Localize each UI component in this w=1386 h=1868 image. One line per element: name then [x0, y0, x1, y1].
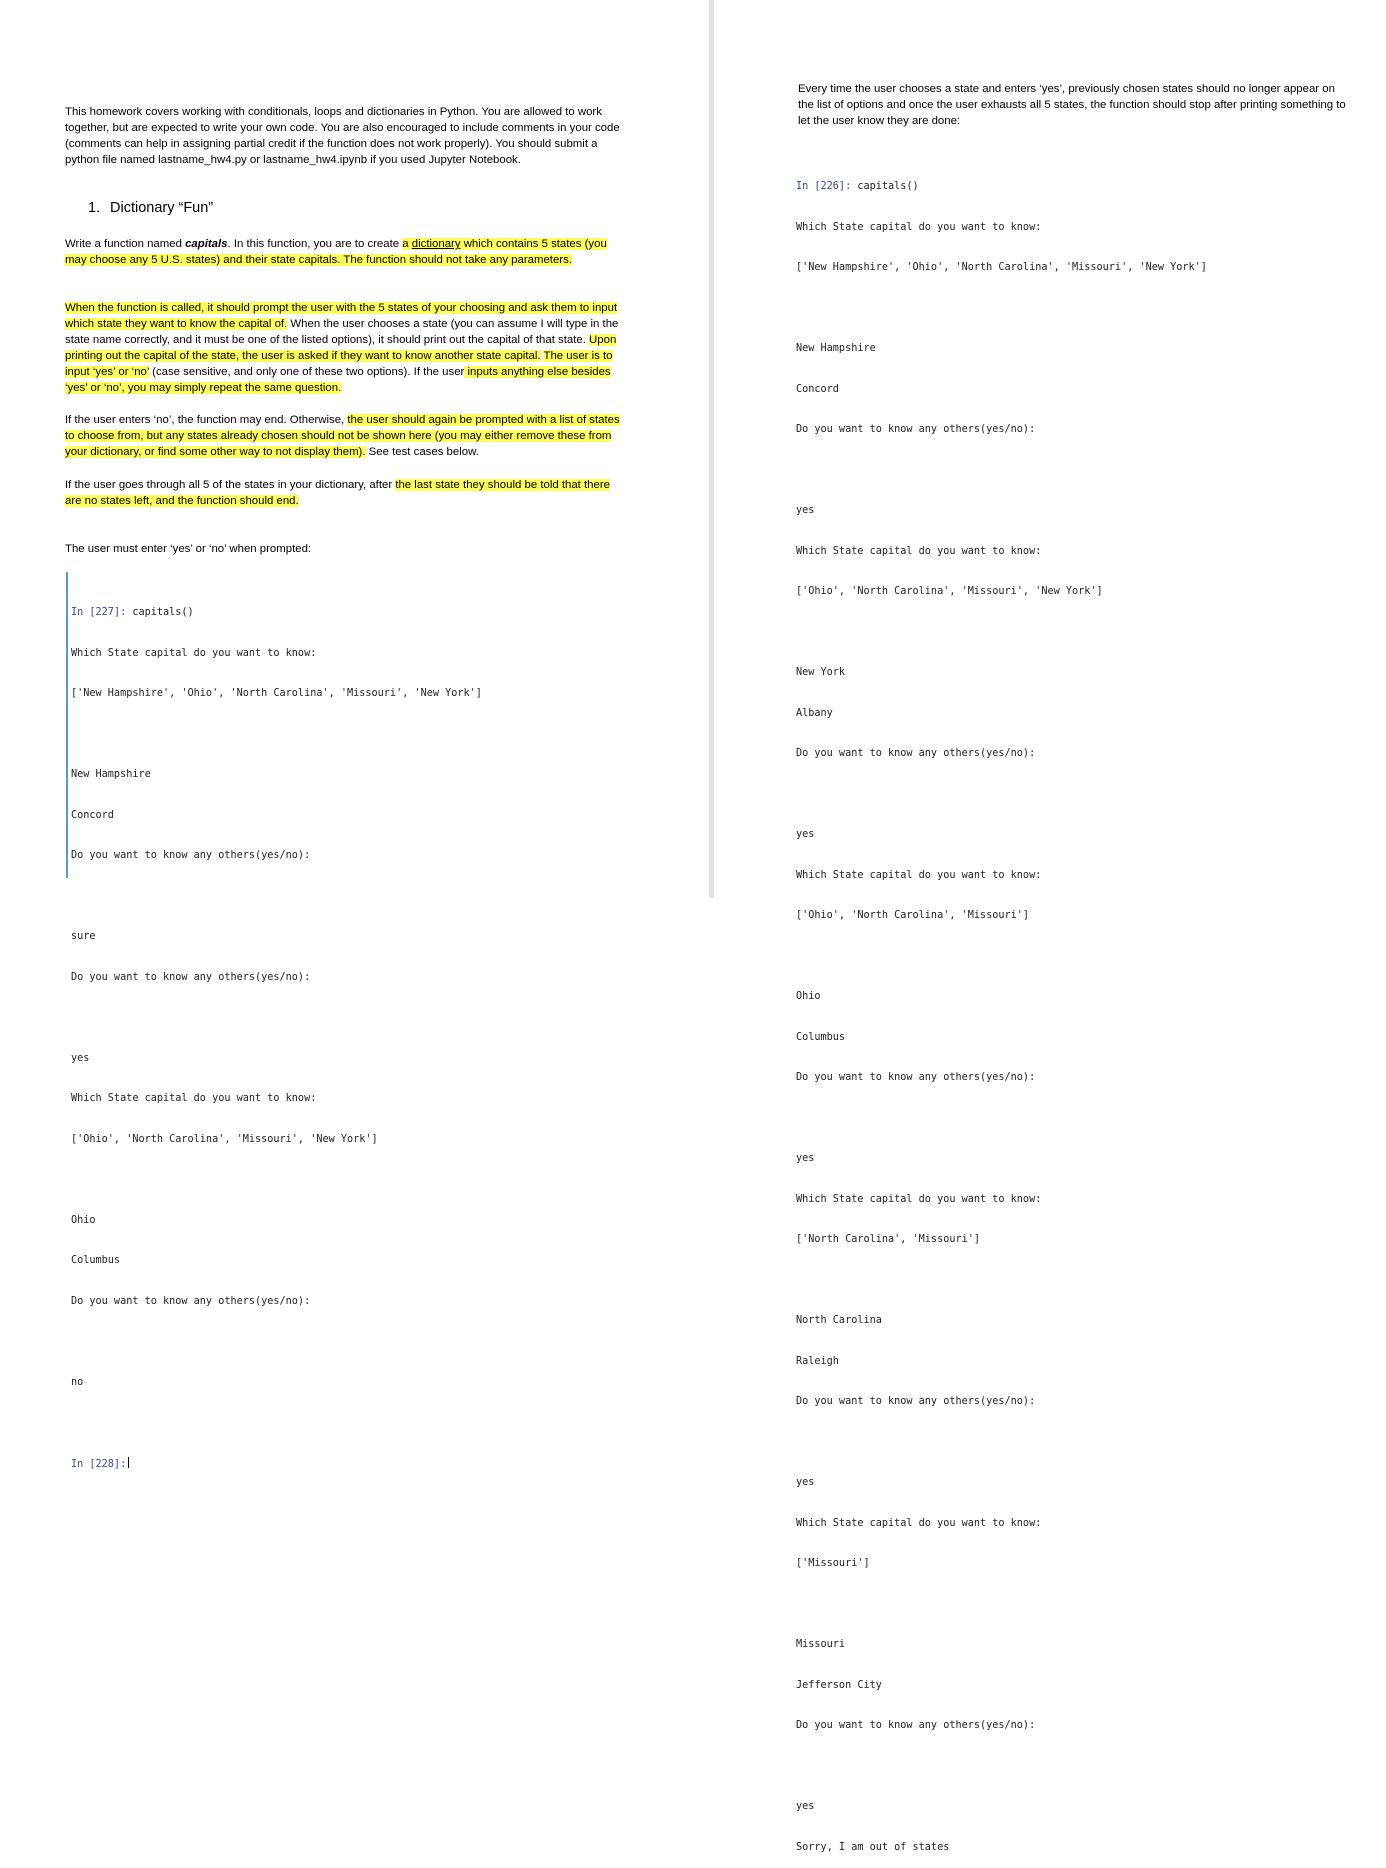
- code-line: Albany: [796, 707, 833, 719]
- code-line: yes: [796, 505, 815, 516]
- p1-text-f: which contains 5 states (you may choose any 5 U.S. states) and their state capitals. The function should not take any parameters.: [65, 238, 607, 266]
- code-line: Columbus: [71, 1255, 121, 1266]
- right-intro-text: Every time the user chooses a state and enters ‘yes’, previously chosen states should no longer appear on the list of options and once the user exhausts all 5 states, the function should stop after printing something to let the user know they are done:: [798, 83, 1346, 127]
- p3-highlight-b: the user should again be prompted with a list of states to choose from, but any states already chosen should not be shown here (you may either remove these from your dictionary, or find some other way to not display them).: [65, 414, 620, 458]
- task-paragraph-1: [65, 236, 627, 268]
- p2-highlight-e: The user is to input ‘yes’ or ‘no’: [65, 350, 613, 378]
- code-line: Columbus: [796, 1031, 846, 1043]
- test-case-caption: [65, 541, 627, 557]
- code-line: Which State capital do you want to know:: [71, 647, 317, 659]
- code-line: Sorry, I am out of states: [796, 1841, 950, 1853]
- code-line: yes: [796, 1477, 815, 1488]
- p1-text-a: Write a function named: [65, 238, 186, 250]
- code-line: Do you want to know any others(yes/no):: [71, 850, 311, 861]
- code-line: Do you want to know any others(yes/no):: [71, 1295, 311, 1307]
- code-line: Which State capital do you want to know:: [796, 1517, 1042, 1529]
- code-line: Missouri: [796, 1639, 846, 1650]
- code-line: Which State capital do you want to know:: [71, 1093, 317, 1104]
- code-line: New Hampshire: [71, 769, 151, 780]
- p2-text-b: When the user chooses a state (you can assume I will type in the state name correctly, and it must be one of the listed options), it should print out the capital of that state.: [65, 318, 619, 346]
- code-line: Concord: [71, 809, 114, 821]
- p1-text-d: a: [402, 238, 412, 250]
- p2-text-f: (case sensitive, and only one of these two options). If the user: [149, 366, 465, 378]
- code-line: Do you want to know any others(yes/no):: [796, 1720, 1036, 1731]
- code-line: yes: [796, 829, 815, 840]
- p1-dictionary-word: dictionary: [411, 238, 461, 250]
- input-prompt: In [227]:: [71, 607, 127, 618]
- code-line: Jefferson City: [796, 1679, 882, 1691]
- intro-text: This homework covers working with conditionals, loops and dictionaries in Python. You are allowed to work together, but are expected to write your own code. You are also encouraged to include comments in your code (comments can help in assigning partial credit if the function does not work properly). You should submit a python file named lastname_hw4.py or lastname_hw4.ipynb if you used Jupyter Notebook.: [65, 106, 620, 166]
- code-line: Do you want to know any others(yes/no):: [71, 971, 311, 983]
- code-line: yes: [796, 1153, 815, 1164]
- code-line: Do you want to know any others(yes/no):: [796, 1072, 1036, 1083]
- code-line: Which State capital do you want to know:: [796, 869, 1042, 881]
- code-line: Do you want to know any others(yes/no):: [796, 424, 1036, 435]
- section-heading: [88, 200, 213, 216]
- task-paragraph-3: [65, 412, 627, 460]
- code-line: ['Missouri']: [796, 1558, 870, 1569]
- intro-paragraph: [65, 104, 627, 168]
- code-call: capitals(): [851, 181, 919, 192]
- code-output-left: [66, 572, 631, 1470]
- code-line: ['New Hampshire', 'Ohio', 'North Carolina', 'Missouri', 'New York']: [71, 688, 482, 699]
- code-line: Concord: [796, 383, 839, 395]
- code-line: yes: [796, 1801, 815, 1812]
- input-prompt-next: In [228]:: [71, 1458, 127, 1470]
- task-paragraph-2: [65, 300, 627, 396]
- code-line: ['Ohio', 'North Carolina', 'Missouri', 'New York']: [796, 586, 1103, 597]
- text-cursor: [128, 1457, 129, 1468]
- p3-text-a: If the user enters ‘no’, the function may end. Otherwise,: [65, 414, 348, 426]
- code-call: capitals(): [126, 607, 194, 618]
- input-prompt: In [226]:: [796, 181, 852, 192]
- caption-text: The user must enter ‘yes’ or ‘no’ when prompted:: [65, 543, 312, 555]
- code-line: ['North Carolina', 'Missouri']: [796, 1234, 981, 1245]
- code-line: no: [71, 1376, 84, 1388]
- code-line: ['Ohio', 'North Carolina', 'Missouri']: [796, 910, 1030, 921]
- p1-text-c: . In this function, you are to create: [227, 238, 403, 250]
- p4-text-a: If the user goes through all 5 of the states in your dictionary, after: [65, 479, 396, 491]
- code-line: yes: [71, 1052, 90, 1064]
- right-intro-paragraph: [798, 81, 1348, 129]
- code-line: Do you want to know any others(yes/no):: [796, 748, 1036, 759]
- code-line: Ohio: [796, 991, 821, 1002]
- p1-function-name: capitals: [185, 238, 228, 250]
- code-line: [71, 606, 631, 620]
- code-line: Which State capital do you want to know:: [796, 1193, 1042, 1205]
- code-output-right: [796, 153, 1356, 1868]
- task-paragraph-4: [65, 477, 627, 509]
- code-line: North Carolina: [796, 1315, 882, 1326]
- code-line: [796, 180, 1356, 194]
- code-line: Do you want to know any others(yes/no):: [796, 1396, 1036, 1407]
- p2-highlight-a: When the function is called, it should prompt the user with the 5 states of your choosing and ask them to input which state they want to know the capital of.: [65, 302, 618, 330]
- code-line: New Hampshire: [796, 343, 876, 354]
- code-line: New York: [796, 667, 846, 678]
- heading-number: 1.: [88, 200, 101, 216]
- p2-highlight-c: Upon printing out the capital of the state, the user is asked if they want to know another state capital.: [65, 334, 617, 362]
- p2-highlight-g: inputs anything else besides ‘yes’ or ‘no’, you may simply repeat the same question.: [65, 366, 611, 394]
- next-cell-line[interactable]: [71, 1457, 631, 1471]
- code-line: Which State capital do you want to know:: [796, 545, 1042, 557]
- code-line: sure: [71, 931, 96, 942]
- code-line: Which State capital do you want to know:: [796, 221, 1042, 233]
- heading-title: Dictionary “Fun”: [110, 200, 214, 216]
- code-line: ['New Hampshire', 'Ohio', 'North Carolina', 'Missouri', 'New York']: [796, 262, 1207, 273]
- code-line: ['Ohio', 'North Carolina', 'Missouri', 'New York']: [71, 1133, 378, 1145]
- p3-text-c: See test cases below.: [365, 446, 479, 458]
- code-line: Raleigh: [796, 1355, 839, 1367]
- p4-highlight-b: the last state they should be told that there are no states left, and the function should end.: [65, 479, 610, 507]
- code-line: Ohio: [71, 1214, 96, 1226]
